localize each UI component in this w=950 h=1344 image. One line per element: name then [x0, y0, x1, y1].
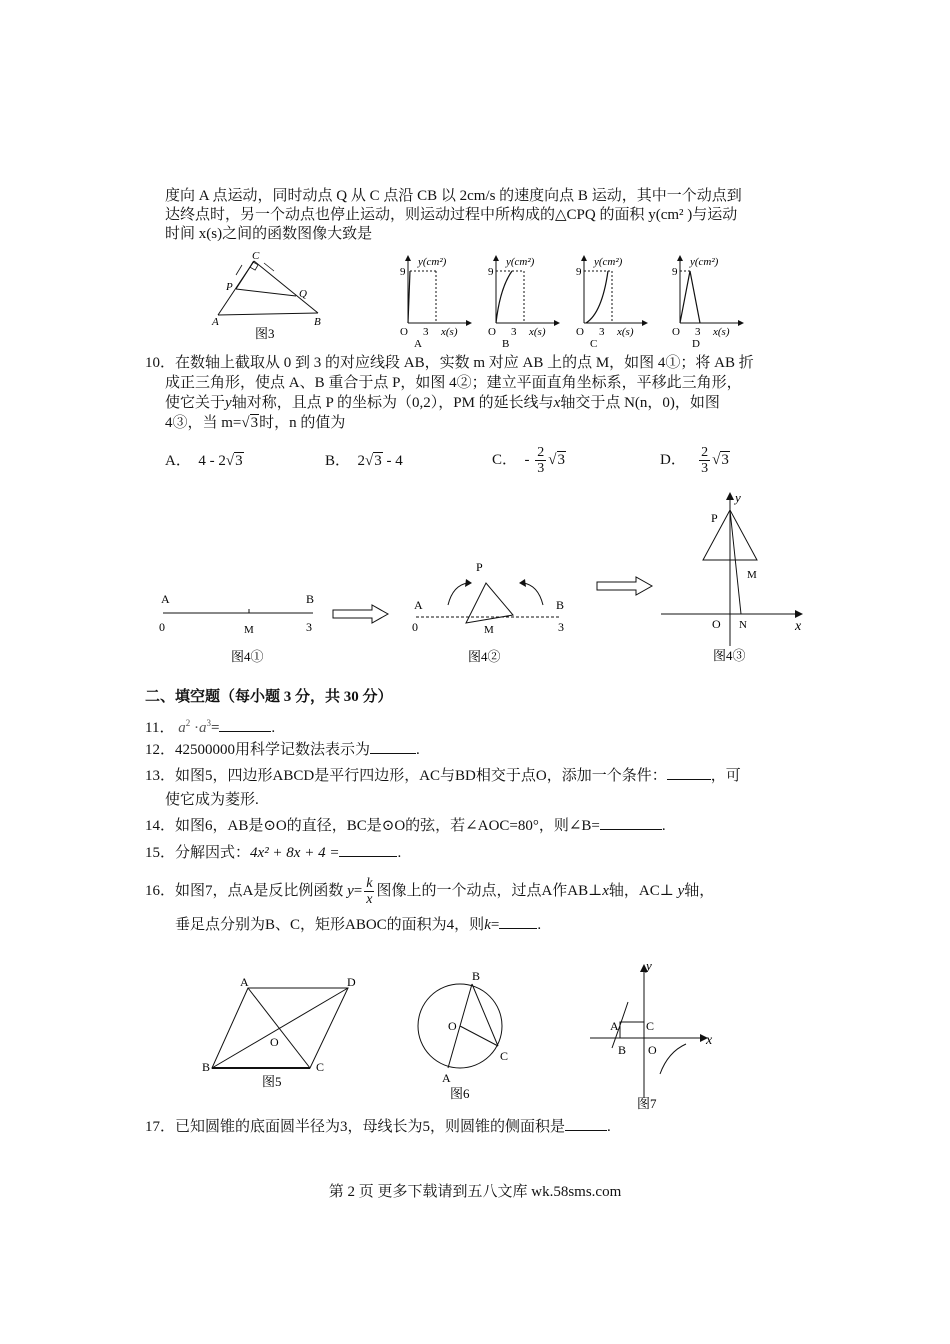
- q13-answer-blank[interactable]: [667, 779, 711, 780]
- q14: 14．如图6，AB是⊙O的直径，BC是⊙O的弦，若∠AOC=80°，则∠B= .: [145, 818, 666, 834]
- fig3-segment-pq: [236, 289, 296, 296]
- svg-text:P: P: [476, 560, 483, 574]
- q16-line1: 16．如图7，点A是反比例函数 y= $\frac{k}{x}$ 图像上的一个动点，过点A作AB⊥x轴，AC⊥ y轴，: [145, 876, 715, 907]
- svg-text:C: C: [316, 1060, 325, 1074]
- svg-text:3: 3: [558, 620, 564, 634]
- q10-number: 10．: [145, 355, 176, 371]
- figure-4-1: [155, 585, 330, 670]
- fig7-rectangle: [620, 1022, 644, 1038]
- q10-option-b[interactable]: B． 2√3 - 4: [325, 453, 403, 469]
- svg-text:x: x: [795, 619, 802, 634]
- svg-text:A: A: [212, 316, 219, 328]
- fig7-caption: 图7: [637, 1096, 657, 1111]
- figure-4-2: [408, 555, 568, 670]
- graph-c-ylabel: y(cm²): [594, 256, 623, 268]
- fig3-caption: 图3: [255, 326, 275, 341]
- figure-4-3: [655, 488, 815, 668]
- svg-text:B: B: [314, 316, 321, 328]
- svg-text:3: 3: [306, 620, 312, 634]
- svg-text:O: O: [448, 1019, 457, 1033]
- svg-text:O: O: [712, 617, 721, 631]
- arrow-1-icon: [332, 604, 390, 624]
- graph-c-curve: [586, 271, 608, 323]
- q13-line2: 使它成为菱形.: [165, 792, 259, 808]
- svg-text:x: x: [706, 1033, 713, 1048]
- svg-text:A: A: [414, 598, 423, 612]
- q12: 12．42500000用科学记数法表示为 .: [145, 742, 420, 758]
- graph-b-xtick: 3: [511, 326, 517, 338]
- q17: 17．已知圆锥的底面圆半径为3，母线长为5，则圆锥的侧面积是 .: [145, 1119, 611, 1135]
- fig4-1-caption: 图4①: [231, 649, 264, 664]
- graph-b-curve: [496, 271, 512, 323]
- q12-answer-blank[interactable]: [370, 753, 416, 754]
- section-2-title: 二、填空题（每小题 3 分，共 30 分）: [145, 689, 393, 705]
- q16-line2: 垂足点分别为B、C，矩形ABOC的面积为4，则k= .: [175, 917, 542, 933]
- q10-line4: 4③，当 m=√3时，n 的值为: [165, 415, 346, 431]
- svg-text:P: P: [711, 511, 718, 525]
- svg-text:P: P: [226, 281, 233, 293]
- svg-text:M: M: [484, 624, 494, 636]
- svg-text:y: y: [646, 958, 652, 973]
- graph-b-ylabel: y(cm²): [506, 256, 535, 268]
- graph-a-xtick: 3: [423, 326, 429, 338]
- figure-7: [582, 958, 722, 1113]
- svg-text:y: y: [735, 490, 741, 505]
- svg-text:O: O: [270, 1035, 279, 1049]
- svg-text:N: N: [739, 619, 747, 631]
- fig3-arrow-left: [236, 265, 242, 275]
- fig4-3-caption: 图4③: [713, 648, 746, 663]
- svg-text:M: M: [244, 624, 254, 636]
- graph-b-xlabel: x(s): [529, 326, 546, 338]
- graph-d-option: D: [692, 338, 700, 350]
- graph-b-ytick: 9: [488, 266, 494, 278]
- svg-text:B: B: [306, 592, 315, 606]
- fig4-2-caption: 图4②: [468, 649, 501, 664]
- svg-text:B: B: [202, 1060, 211, 1074]
- graph-d-xlabel: x(s): [713, 326, 730, 338]
- page-footer: 第 2 页 更多下载请到五八文库 wk.58sms.com: [328, 1184, 622, 1200]
- svg-text:B: B: [472, 969, 481, 983]
- fig4-3-line-pn: [730, 510, 741, 614]
- q16-answer-blank[interactable]: [499, 928, 537, 929]
- q13-line1: 13．如图5，四边形ABCD是平行四边形，AC与BD相交于点O，添加一个条件： ，可: [145, 768, 741, 784]
- graph-a-option: A: [414, 338, 422, 350]
- q10-option-c[interactable]: C． - $\frac{2}{3}$ √3: [492, 445, 565, 476]
- svg-text:D: D: [347, 975, 356, 989]
- graph-d-ytick: 9: [672, 266, 678, 278]
- arrow-2-icon: [596, 576, 654, 596]
- fig5-caption: 图5: [262, 1074, 282, 1089]
- q10-line1: 在数轴上截取从 0 到 3 的对应线段 AB，实数 m 对应 AB 上的点 M，如图 4①；将 AB 折: [175, 355, 754, 371]
- svg-text:C: C: [252, 250, 260, 262]
- graph-d-xtick: 3: [695, 326, 701, 338]
- q9-line2: 达终点时，另一个动点也停止运动，则运动过程中所构成的△CPQ 的面积 y(cm² )与运动: [165, 207, 738, 223]
- svg-text:C: C: [646, 1019, 655, 1033]
- svg-text:C: C: [500, 1049, 509, 1063]
- graph-d-curve: [680, 271, 700, 323]
- svg-text:A: A: [161, 592, 170, 606]
- svg-text:M: M: [747, 569, 757, 581]
- graph-a-xlabel: x(s): [441, 326, 458, 338]
- q15-answer-blank[interactable]: [339, 856, 397, 857]
- svg-text:A: A: [610, 1019, 619, 1033]
- graph-option-b: [484, 253, 564, 348]
- fig6-caption: 图6: [450, 1086, 470, 1101]
- svg-text:A: A: [240, 975, 249, 989]
- q15: 15．分解因式：4x² + 8x + 4 = .: [145, 845, 402, 861]
- svg-text:B: B: [618, 1043, 627, 1057]
- q11: 11． $a^2 \cdot a^3=$ .: [145, 718, 276, 736]
- figure-5: [198, 972, 368, 1097]
- svg-text:0: 0: [159, 620, 165, 634]
- graph-c-option: C: [590, 338, 598, 350]
- graph-a-ylabel: y(cm²): [418, 256, 447, 268]
- graph-a-ytick: 9: [400, 266, 406, 278]
- q11-answer-blank[interactable]: [219, 731, 271, 732]
- graph-option-d: [668, 253, 748, 348]
- svg-text:Q: Q: [299, 288, 307, 300]
- figure-6: [412, 968, 527, 1103]
- graph-c-xlabel: x(s): [617, 326, 634, 338]
- graph-d-ylabel: y(cm²): [690, 256, 719, 268]
- graph-option-c: [572, 253, 652, 348]
- graph-b-origin: O: [488, 326, 496, 338]
- q10-option-d[interactable]: D． $\frac{2}{3}$ √3: [660, 445, 729, 476]
- q9-line3: 时间 x(s)之间的函数图像大致是: [165, 226, 373, 242]
- fig7-curve-right: [660, 1044, 686, 1074]
- q10-option-a[interactable]: A． 4 - 2√3: [165, 453, 243, 469]
- svg-text:B: B: [556, 598, 565, 612]
- q10-line2: 成正三角形，使点 A、B 重合于点 P，如图 4②；建立平面直角坐标系，平移此三角形，: [165, 375, 742, 391]
- svg-text:O: O: [648, 1043, 657, 1057]
- q9-line1: 度向 A 点运动，同时动点 Q 从 C 点沿 CB 以 2cm/s 的速度向点 B 运动，其中一个动点到: [165, 188, 742, 204]
- graph-option-a: [396, 253, 476, 348]
- figure-3: [210, 250, 330, 345]
- svg-text:0: 0: [412, 620, 418, 634]
- q14-answer-blank[interactable]: [600, 829, 662, 830]
- fig3-edge-ab: [218, 313, 318, 315]
- graph-c-xtick: 3: [599, 326, 605, 338]
- graph-a-origin: O: [400, 326, 408, 338]
- graph-d-origin: O: [672, 326, 680, 338]
- graph-b-option: B: [502, 338, 510, 350]
- q17-answer-blank[interactable]: [565, 1130, 607, 1131]
- graph-c-ytick: 9: [576, 266, 582, 278]
- graph-c-origin: O: [576, 326, 584, 338]
- svg-text:A: A: [442, 1071, 451, 1085]
- q10-line3: 使它关于y轴对称，且点 P 的坐标为（0,2），PM 的延长线与x轴交于点 N(n，0)，如图: [165, 395, 720, 411]
- fig3-edge-cb: [254, 261, 318, 313]
